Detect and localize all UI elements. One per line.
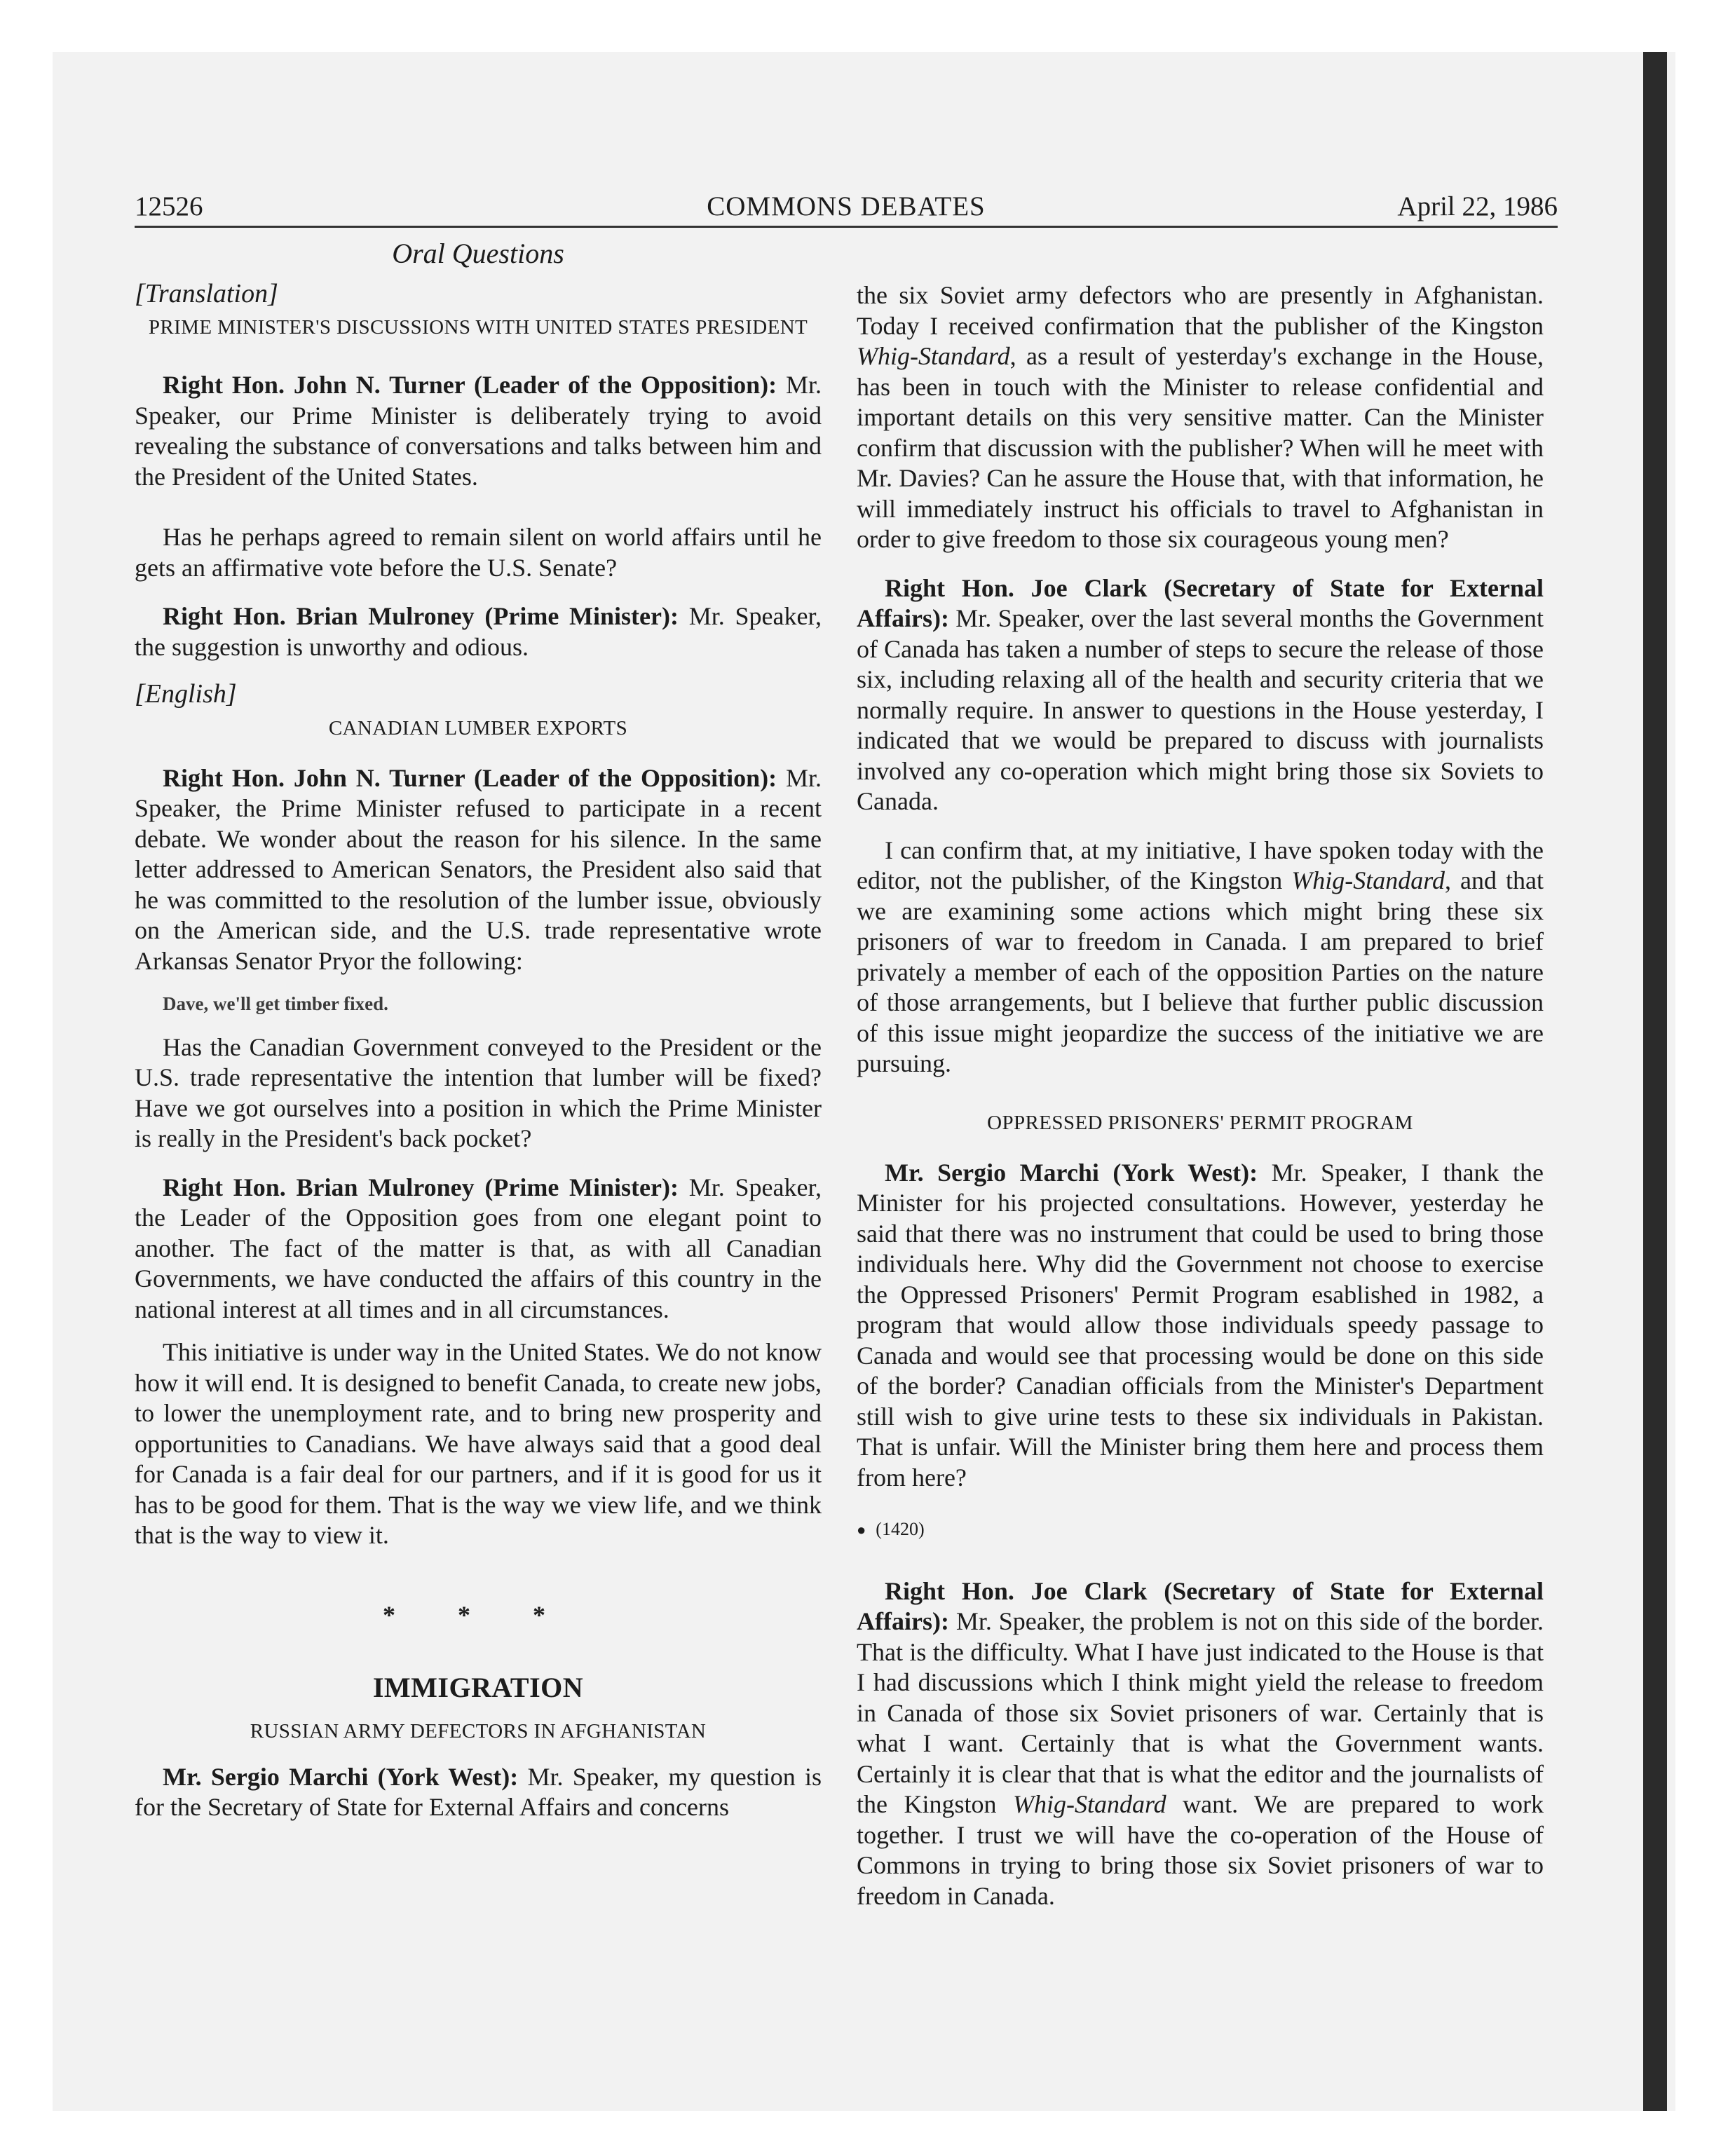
page-header xyxy=(135,191,1558,227)
speaker-name: Right Hon. Joe Clark (Secretary of State for External Affairs): xyxy=(857,1576,1544,1635)
paragraph-text: Mr. Speaker, the Leader of the Opposition goes from one elegant point to another. The fact of the matter is that, as with all Canadian Governments, we have conducted the affairs of this country in the national interest at all times and in all circumstances. xyxy=(135,1173,822,1323)
left-column xyxy=(135,238,822,1823)
page-number: 12526 xyxy=(135,191,203,221)
paragraph xyxy=(857,573,1544,817)
publication-title: COMMONS DEBATES xyxy=(707,191,986,221)
scan-edge-bar xyxy=(1643,52,1667,2111)
translation-marker: [Translation] xyxy=(135,278,278,308)
section-label: Oral Questions xyxy=(392,238,564,269)
paragraph-text: Mr. Speaker, our Prime Minister is deliberately trying to avoid revealing the substance of conversations and talks between him and the President of the United States. xyxy=(135,371,822,491)
newspaper-name: Whig-Standard xyxy=(1013,1790,1166,1818)
speaker-name: Right Hon. John N. Turner (Leader of the Opposition): xyxy=(163,371,777,399)
paragraph-text: , and that we are examining some actions which might bring these six prisoners of war to freedom in Canada. I am prepared to brief privately a member of each of the opposition Parties on the nature of those arrangements, but I believe that further public discussion of this issue might jeopardize the success of the initiative we are pursuing. xyxy=(857,866,1544,1077)
publication-date: April 22, 1986 xyxy=(1397,191,1558,221)
paragraph xyxy=(857,835,1544,1079)
paragraph: This initiative is under way in the United States. We do not know how it will end. It is designed to benefit Canada, to create new jobs, to lower the unemployment rate, and to bring new prosperity and opportunities to Canadians. We have always said that a good deal for Canada is a fair deal for our partners, and if it is good for us it has to be good for them. That is the way we view life, and we think that is the way to view it. xyxy=(135,1338,822,1549)
paragraph xyxy=(135,1762,822,1823)
paragraph: Has the Canadian Government conveyed to the President or the U.S. trade representative the intention that lumber will be fixed? Have we got ourselves into a position in which the Prime Minister is really in the President's back pocket? xyxy=(135,1032,822,1152)
timestamp xyxy=(857,1514,1544,1546)
paragraph-text: I can confirm that, at my initiative, I have spoken today with the editor, not the publisher, of the Kingston xyxy=(857,835,1544,894)
paragraph xyxy=(857,280,1544,555)
speaker-name: Mr. Sergio Marchi (York West): xyxy=(885,1158,1258,1187)
speaker-name: Right Hon. Brian Mulroney (Prime Minister): xyxy=(163,1173,679,1201)
paragraph-text: Mr. Speaker, I thank the Minister for his projected consultations. However, yesterday he said that there was no instrument that could be used to bring those individuals here. Why did the Government not choose to exercise the Oppressed Prisoners' Permit Program esablished in 1982, a program that would allow those individuals speedy passage to Canada and would see that processing would be done on this side of the border? Canadian officials from the Minister's Department still wish to give urine tests to these six individuals in Pakistan. That is unfair. Will the Minister bring them here and process them from here? xyxy=(857,1158,1544,1492)
speaker-name: Right Hon. Brian Mulroney (Prime Minister): xyxy=(163,602,679,630)
paragraph-text: Mr. Speaker, the suggestion is unworthy and odious. xyxy=(135,602,822,661)
paragraph xyxy=(857,1576,1544,1912)
english-marker: [English] xyxy=(135,679,237,709)
heading-pm-discussions: PRIME MINISTER'S DISCUSSIONS WITH UNITED STATES PRESIDENT xyxy=(148,316,808,339)
paragraph-text: want. We are prepared to work together. I trust we will have the co-operation of the House of Commons in trying to bring those six Soviet prisoners of war to freedom in Canada. xyxy=(857,1790,1544,1910)
newspaper-name: Whig-Standard xyxy=(857,342,1010,370)
paragraph xyxy=(857,1158,1544,1494)
paragraph-text: Mr. Speaker, my question is for the Secretary of State for External Affairs and concerns xyxy=(135,1762,822,1821)
paragraph xyxy=(135,601,822,662)
paragraph-text: Mr. Speaker, over the last several months the Government of Canada has taken a number of steps to secure the release of those six, including relaxing all of the health and security criteria that we normally require. In answer to questions in the House yesterday, I indicated that we would be prepared to discuss with journalists involved any co-operation which might bring those six Soviets to Canada. xyxy=(857,604,1544,815)
speaker-name: Right Hon. John N. Turner (Leader of the Opposition): xyxy=(163,763,777,792)
right-column xyxy=(857,280,1544,1911)
speaker-name: Right Hon. Joe Clark (Secretary of State for External Affairs): xyxy=(857,573,1544,632)
paragraph-text: Mr. Speaker, the Prime Minister refused to participate in a recent debate. We wonder about the reason for his silence. In the same letter addressed to American Senators, the President also said that he was committed to the resolution of the lumber issue, obviously on the American side, and the U.S. trade representative wrote Arkansas Senator Pryor the following: xyxy=(135,763,822,975)
newspaper-name: Whig-Standard xyxy=(1291,866,1445,894)
heading-russian-defectors: RUSSIAN ARMY DEFECTORS IN AFGHANISTAN xyxy=(250,1719,707,1742)
paragraph-text: Mr. Speaker, the problem is not on this side of the border. That is the difficulty. What I have just indicated to the House is that I had discussions which I think might yield the release to freedom in Canada of those six Soviet prisoners of war. Certainly that is what I want. Certainly that is what the Government wants. Certainly it is clear that that is what the editor and the journalists of the Kingston xyxy=(857,1607,1544,1818)
paragraph-text: , as a result of yesterday's exchange in the House, has been in touch with the Minister to release confidential and important details on this very sensitive matter. Can the Minister confirm that discussion with the publisher? When will he meet with Mr. Davies? Can he assure the House that, with that information, he will immediately instruct his officials to travel to Afghanistan in order to give freedom to those six courageous young men? xyxy=(857,342,1544,553)
heading-oppressed-prisoners: OPPRESSED PRISONERS' PERMIT PROGRAM xyxy=(987,1111,1413,1134)
paragraph: Has he perhaps agreed to remain silent on world affairs until he gets an affirmative vote before the U.S. Senate? xyxy=(135,523,822,582)
paragraph-text: the six Soviet army defectors who are presently in Afghanistan. Today I received confirmation that the publisher of the Kingston xyxy=(857,281,1544,340)
quotation: Dave, we'll get timber fixed. xyxy=(163,993,388,1014)
timestamp-text: (1420) xyxy=(876,1519,925,1539)
paragraph xyxy=(135,1173,822,1325)
heading-lumber-exports: CANADIAN LUMBER EXPORTS xyxy=(328,716,628,739)
header-rule xyxy=(135,226,1558,228)
speaker-name: Mr. Sergio Marchi (York West): xyxy=(163,1762,519,1791)
paragraph xyxy=(135,370,822,492)
heading-immigration: IMMIGRATION xyxy=(372,1672,584,1703)
section-break-stars: * * * xyxy=(383,1600,573,1629)
paragraph xyxy=(135,763,822,977)
bullet-icon: ● xyxy=(857,1521,866,1538)
